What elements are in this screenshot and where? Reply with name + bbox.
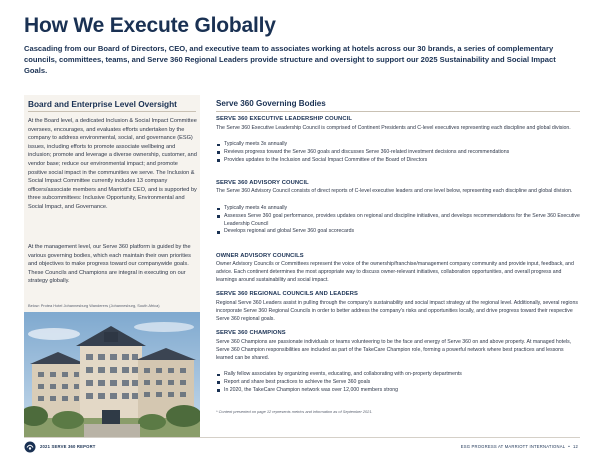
- footer-report-name: 2021 SERVE 360 REPORT: [40, 444, 96, 449]
- section-heading: SERVE 360 REGIONAL COUNCILS AND LEADERS: [216, 291, 358, 297]
- bullet-item: Report and share best practices to achieve the Serve 360 goals: [216, 379, 580, 387]
- hotel-photo: [24, 312, 200, 437]
- section-heading: SERVE 360 EXECUTIVE LEADERSHIP COUNCIL: [216, 116, 352, 122]
- bullet-item: Develops regional and global Serve 360 goal scorecards: [216, 228, 580, 236]
- page-intro: Cascading from our Board of Directors, CEO, and executive team to associates working at hotels across our 30 brands, a series of complementary councils, committees, teams, and Serve 360 Regional Leaders provide structure and oversight to support our 2025 Sustainability and Social Impact Goals.: [24, 44, 556, 75]
- section-heading: OWNER ADVISORY COUNCILS: [216, 253, 304, 259]
- governing-bodies-heading: Serve 360 Governing Bodies: [216, 99, 326, 108]
- divider: [216, 111, 580, 112]
- section-heading: SERVE 360 CHAMPIONS: [216, 330, 286, 336]
- footer-divider: [24, 437, 580, 438]
- board-oversight-heading: Board and Enterprise Level Oversight: [28, 99, 177, 109]
- footer-page-info: [461, 444, 578, 449]
- section-text: The Serve 360 Advisory Council consists of direct reports of C-level executive leaders and one level below, representing each discipline and global division.: [216, 188, 573, 194]
- section-text: The Serve 360 Executive Leadership Council is comprised of Continent Presidents and C-level executives representing each discipline and global division.: [216, 125, 571, 131]
- section-text: Regional Serve 360 Leaders assist in pulling through the company's sustainability and social impact strategy at the regional level. Additionally, several regions incorporate Serve 360 Regional Councils in order to better address the company's risks and opportunities locally, and drive progress toward their respective Serve 360 regional goals.: [216, 300, 578, 322]
- board-oversight-paragraph: At the Board level, a dedicated Inclusion & Social Impact Committee oversees, encourages, and evaluates efforts undertaken by the company to address environmental, social, and governance (ESG) issues, including efforts to promote associate wellbeing and inclusion; promote and leverage a diverse ownership, customer, and vendor base; reduce our environmental impact; and promote positive social impact in the communities we serve. The Inclusion & Social Impact Committee currently includes 13 company officers/associate members and Marriott's CEO, and is supported by three subcommittees: Inclusive Opportunity, Environmental and Social Impact, and Governance.: [28, 118, 197, 210]
- section-text: Owner Advisory Councils or Committees represent the voice of the ownership/franchise/management company community and provide input, feedback, and advice. Each continent determines the most appropriate way to discuss owner-relevant initiatives, collaboration opportunities, and overall progress and learnings around sustainability and social impact.: [216, 261, 574, 283]
- bullet-item: Typically meets 4x annually: [216, 205, 580, 213]
- section-bullets: [216, 205, 580, 236]
- footer-section-name: ESG PROGRESS AT MARRIOTT INTERNATIONAL: [460, 444, 566, 449]
- bullet-item: Assesses Serve 360 goal performance, provides updates on regional and discipline initiatives, and develops recommendations for the Serve 360 Executive Leadership Council: [216, 213, 580, 229]
- page-number: 12: [572, 444, 578, 449]
- bullet-item: Reviews progress toward the Serve 360 goals and discusses Serve 360-related investment decisions and recommendations: [216, 149, 580, 157]
- section-bullets: [216, 371, 580, 394]
- footnote: * Content presented on page 12 represents metrics and information as of September 2021.: [216, 409, 373, 414]
- board-oversight-panel: [24, 95, 200, 437]
- serve-360-logo-icon: [24, 441, 36, 453]
- photo-caption: Below: Protea Hotel Johannesburg Wanderers (Johannesburg, South Africa): [28, 303, 160, 308]
- management-level-paragraph: At the management level, our Serve 360 platform is guided by the various governing bodies, which each maintain their own priorities and objectives to make progress toward our companywide goals. These Councils and Champions are integral in executing on our strategy globally.: [28, 244, 191, 285]
- bullet-item: Rally fellow associates by organizing events, educating, and collaborating with on-property departments: [216, 371, 580, 379]
- section-heading: SERVE 360 ADVISORY COUNCIL: [216, 180, 309, 186]
- section-bullets: [216, 141, 580, 164]
- bullet-item: Provides updates to the Inclusion and Social Impact Committee of the Board of Directors: [216, 157, 580, 165]
- section-text: Serve 360 Champions are passionate individuals or teams volunteering to be the face and energy of Serve 360 on and above property. At managed hotels, Serve 360 Champion responsibilities are included as part of the TakeCare Champion role, forming a powerful network where best practices and lessons learned can be shared.: [216, 339, 572, 361]
- footer-separator: •: [568, 444, 570, 449]
- bullet-item: In 2020, the TakeCare Champion network was over 12,000 members strong: [216, 387, 580, 395]
- divider: [28, 111, 196, 112]
- page-title: How We Execute Globally: [24, 14, 276, 37]
- bullet-item: Typically meets 3x annually: [216, 141, 580, 149]
